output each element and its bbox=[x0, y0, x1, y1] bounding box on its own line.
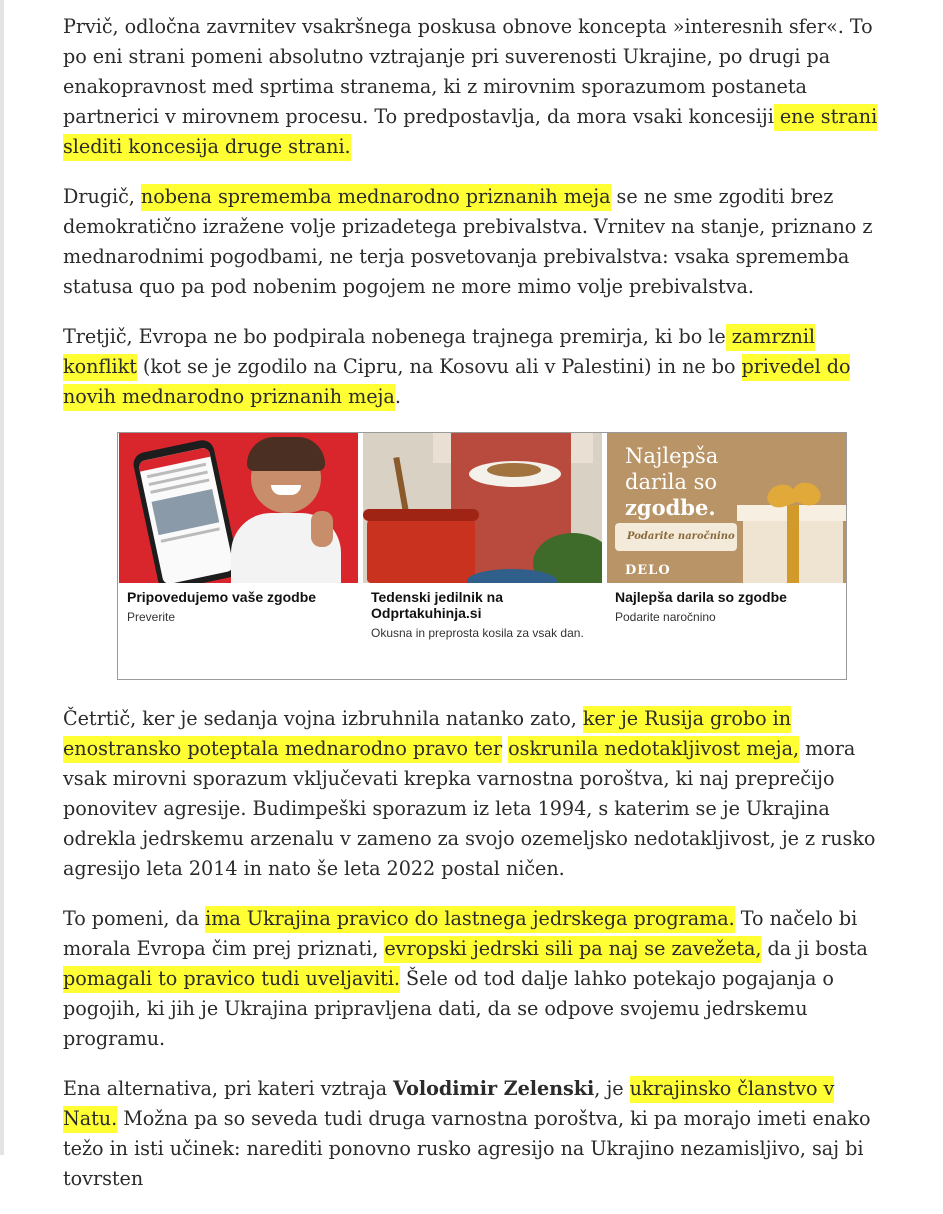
text-segment: Drugič, bbox=[63, 185, 141, 208]
text-segment: Šele od tod dalje lahko potekajo pogajanja o pogojih, ki jih je Ukrajina pripravljena dati, da se odpove svojemu jedrskemu programu. bbox=[63, 967, 834, 1050]
ad-card-3[interactable] bbox=[607, 433, 846, 625]
text-segment: Tretjič, Evropa ne bo podpirala nobenega trajnega premirja, ki bo le bbox=[63, 325, 726, 348]
ad-description[interactable]: Podarite naročnino bbox=[615, 610, 716, 624]
thumbs-up-icon bbox=[311, 511, 333, 547]
paragraph-3 bbox=[63, 322, 893, 412]
highlighted-text: ker je Rusija grobo in enostransko poteptala mednarodno pravo ter bbox=[63, 706, 791, 763]
text-segment: mora vsak mirovni sporazum vključevati krepka varnostna poroštva, ki naj preprečijo ponovitev agresije. Budimpeški sporazum iz leta 1994, s katerim se je Ukrajina odrekla jedrskemu arzenalu v zameno za svojo ozemeljsko nedotakljivost, je z rusko agresijo leta 2014 in nato še leta 2022 postal ničen. bbox=[63, 737, 876, 880]
bold-name: Volodimir Zelenski bbox=[393, 1077, 595, 1100]
ad-title[interactable]: Pripovedujemo vaše zgodbe bbox=[127, 589, 317, 605]
highlighted-text: privedel do novih mednarodno priznanih meja bbox=[63, 354, 850, 411]
ad-title[interactable]: Najlepša darila so zgodbe bbox=[615, 589, 787, 605]
text-segment: . bbox=[394, 385, 401, 408]
ad-description[interactable]: Preverite bbox=[127, 610, 176, 624]
paragraph-2 bbox=[63, 182, 893, 302]
highlighted-text: nobena sprememba mednarodno priznanih meja bbox=[141, 184, 611, 211]
highlighted-text: zamrznil konflikt bbox=[63, 324, 815, 381]
ad-image-gift[interactable] bbox=[607, 433, 846, 583]
ad-image-text: Najlepša darila so zgodbe. bbox=[625, 444, 719, 520]
highlighted-text: ene strani slediti koncesija druge strani. bbox=[63, 104, 877, 161]
text-segment: Možna pa so seveda tudi druga varnostna poroštva, ki pa morajo imeti enako težo in isti učinek: narediti ponovno rusko agresijo na Ukrajino nezamisljivo, saj bi tovrsten bbox=[63, 1107, 871, 1190]
text-segment: da ji bosta bbox=[761, 937, 868, 960]
text-segment: , je bbox=[594, 1077, 630, 1100]
highlighted-text: evropski jedrski sili pa naj se zavežeta, bbox=[384, 936, 761, 963]
subscribe-button[interactable]: Podarite naročnino bbox=[615, 523, 737, 551]
ad-image-cooking[interactable] bbox=[363, 433, 602, 583]
paragraph-5 bbox=[63, 904, 893, 1054]
text-segment: Ena alternativa, pri kateri vztraja bbox=[63, 1077, 394, 1100]
highlighted-text: oskrunila nedotakljivost meja, bbox=[508, 736, 799, 763]
text-segment: To pomeni, da bbox=[63, 907, 206, 930]
highlighted-text: pomagali to pravico tudi uveljaviti. bbox=[63, 966, 400, 993]
highlighted-text: ukrajinsko članstvo v Natu. bbox=[63, 1076, 834, 1133]
text-segment: Prvič, odločna zavrnitev vsakršnega poskusa obnove koncepta »interesnih sfer«. To po eni strani pomeni absolutno vztrajanje pri suverenosti Ukrajine, po drugi pa enakopravnost med sprtima stranema, ki z mirovnim sporazumom postaneta partnerici v mirovnem procesu. To predpostavlja, da mora vsaki koncesiji bbox=[63, 15, 873, 128]
ad-card-2[interactable] bbox=[363, 433, 602, 641]
text-segment: se ne sme zgoditi brez demokratično izražene volje prizadetega prebivalstva. Vrnitev na stanje, priznano z mednarodnimi pogodbami, ne terja posvetovanja prebivalstva: vsaka sprememba statusa quo pa pod nobenim pogojem ne more mimo volje prebivalstva. bbox=[63, 185, 873, 298]
ad-container bbox=[117, 432, 847, 680]
paragraph-4 bbox=[63, 704, 893, 884]
paragraph-6 bbox=[63, 1074, 893, 1194]
phone-icon bbox=[131, 438, 240, 583]
ad-title[interactable]: Tedenski jedilnik na Odprtakuhinja.si bbox=[371, 589, 504, 621]
page-left-border bbox=[0, 0, 4, 1155]
highlighted-text: ima Ukrajina pravico do lastnega jedrskega programa. bbox=[205, 906, 735, 933]
ad-description[interactable]: Okusna in preprosta kosila za vsak dan. bbox=[371, 626, 584, 640]
text-segment: Četrtič, ker je sedanja vojna izbruhnila natanko zato, bbox=[63, 707, 583, 730]
paragraph-1 bbox=[63, 12, 893, 162]
ad-image-phone[interactable] bbox=[119, 433, 358, 583]
text-segment: (kot se je zgodilo na Cipru, na Kosovu ali v Palestini) in ne bo bbox=[136, 355, 742, 378]
text-segment: To načelo bi morala Evropa čim prej priznati, bbox=[63, 907, 858, 960]
delo-logo: DELO bbox=[625, 563, 671, 578]
ad-card-1[interactable] bbox=[119, 433, 358, 625]
pot-icon bbox=[367, 515, 475, 583]
